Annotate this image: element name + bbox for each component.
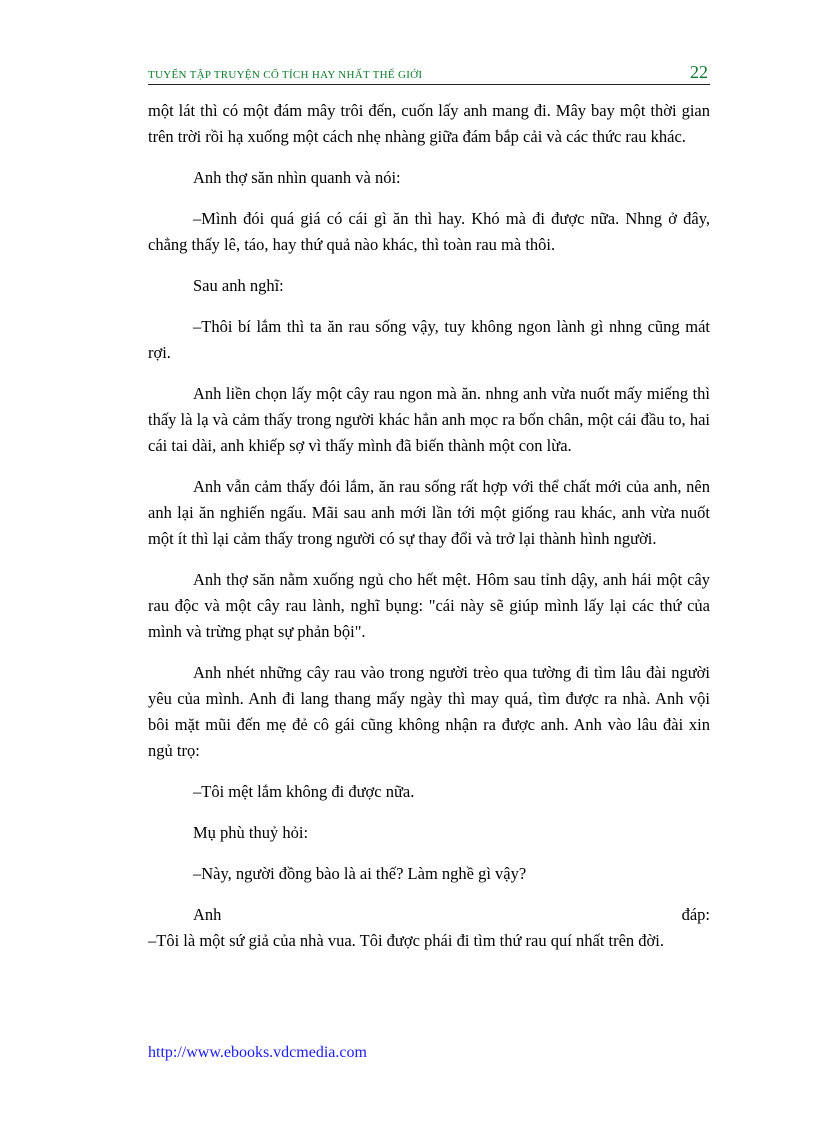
paragraph: Anh thợ săn nhìn quanh và nói: xyxy=(193,168,401,187)
paragraph: Anh liền chọn lấy một cây rau ngon mà ăn. nhng anh vừa nuốt mấy miếng thì thấy là lạ và cảm thấy trong người khác hẳn anh mọc ra bốn chân, một cái đầu to, hai cái tai dài, anh khiếp sợ vì thấy mình đã biến thành một con lừa. xyxy=(148,384,710,455)
final-paragraph xyxy=(148,902,710,954)
paragraph: Mụ phù thuỷ hỏi: xyxy=(193,823,309,842)
paragraph: –Này, người đồng bào là ai thế? Làm nghề gì vậy? xyxy=(193,864,527,883)
justified-line xyxy=(148,902,710,928)
paragraph: Anh vẫn cảm thấy đói lắm, ăn rau sống rất hợp với thể chất mới của anh, nên anh lại ăn nghiến ngấu. Mãi sau anh mới lần tới một giống rau khác, anh vừa nuốt một ít thì lại cảm thấy trong người có sự thay đổi và trở lại thành hình người. xyxy=(148,477,710,548)
paragraph: –Thôi bí lắm thì ta ăn rau sống vậy, tuy không ngon lành gì nhng cũng mát rợi. xyxy=(148,317,710,362)
paragraph: Anh nhét những cây rau vào trong người trèo qua tường đi tìm lâu đài người yêu của mình. Anh đi lang thang mấy ngày thì may quá, tìm được ra nhà. Anh vội bôi mặt mũi đến mẹ đẻ cô gái cũng không nhận ra được anh. Anh vào lâu đài xin ngủ trọ: xyxy=(148,663,710,760)
page-header xyxy=(148,62,710,85)
line-end-word: đáp: xyxy=(681,905,710,924)
story-body xyxy=(148,98,710,954)
footer-url[interactable]: http://www.ebooks.vdcmedia.com xyxy=(148,1044,367,1061)
dialogue-line: –Tôi là một sứ giả của nhà vua. Tôi được phái đi tìm thứ rau quí nhất trên đời. xyxy=(148,931,664,950)
paragraph: –Tôi mệt lắm không đi được nữa. xyxy=(193,782,415,801)
paragraph: Sau anh nghĩ: xyxy=(193,276,284,295)
paragraph: Anh thợ săn nằm xuống ngủ cho hết mệt. Hôm sau tỉnh dậy, anh hái một cây rau độc và một cây rau lành, nghĩ bụng: "cái này sẽ giúp mình lấy lại các thứ của mình và trừng phạt sự phản bội". xyxy=(148,570,710,641)
page-number: 22 xyxy=(690,62,708,82)
paragraph: một lát thì có một đám mây trôi đến, cuốn lấy anh mang đi. Mây bay một thời gian trên trời rồi hạ xuống một cách nhẹ nhàng giữa đám bắp cải và các thức rau khác. xyxy=(148,101,710,146)
line-start-word: Anh xyxy=(193,905,222,924)
book-title: TUYỂN TẬP TRUYỆN CỔ TÍCH HAY NHẤT THẾ GIỚI xyxy=(148,69,423,81)
paragraph: –Mình đói quá giá có cái gì ăn thì hay. Khó mà đi được nữa. Nhng ở đây, chẳng thấy lê, táo, hay thứ quả nào khác, thì toàn rau mà thôi. xyxy=(148,209,710,254)
